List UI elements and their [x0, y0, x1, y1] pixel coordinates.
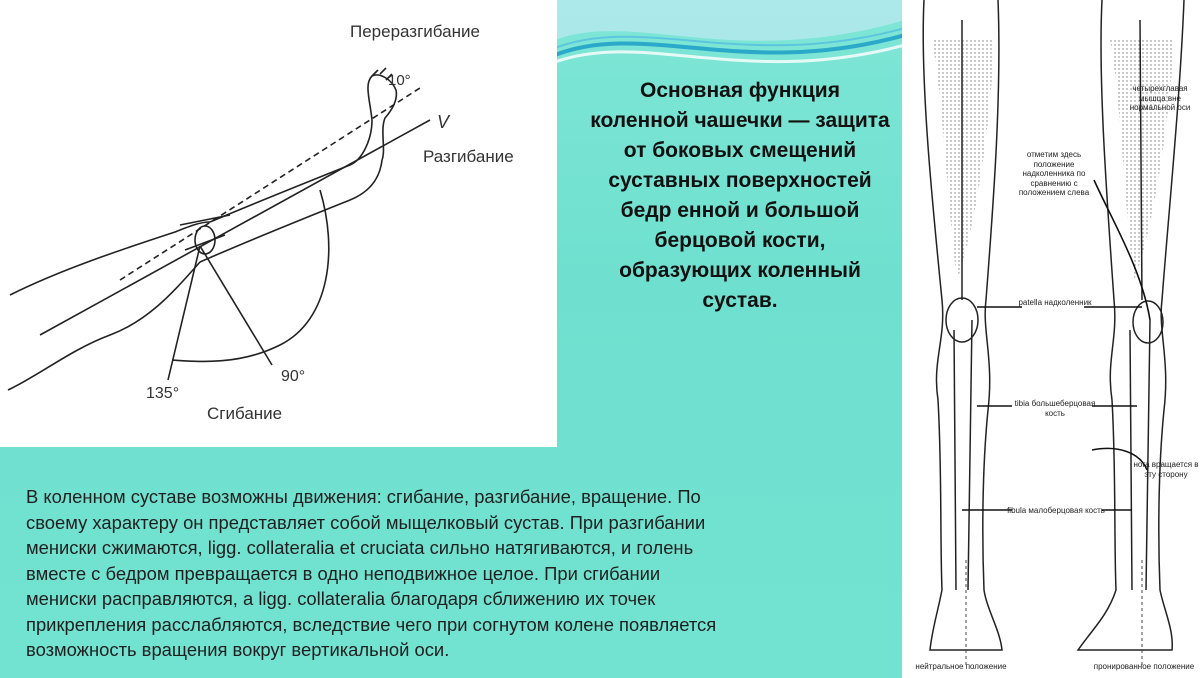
leg-motion-drawing: [0, 0, 557, 447]
headline-text: Основная функция коленной чашечки — защита от боковых смещений суставных поверхностей бедр енной и большой берцовой кости, образующих коленный сустав.: [590, 79, 890, 312]
label-flexion: Сгибание: [207, 404, 283, 423]
body-line: возможность вращения вокруг вертикальной оси.: [26, 639, 450, 660]
annotation-foot-rotation: нога вращается в эту сторону: [1133, 460, 1199, 479]
angle-10-label: 10°: [388, 72, 411, 89]
label-v: V: [437, 112, 450, 132]
left-quad-shading: [932, 40, 994, 280]
angle-135-label: 135°: [146, 385, 180, 402]
label-hyperextension: Переразгибание: [350, 22, 480, 41]
body-line: прикрепления расслабляются, вследствие чего при согнутом колене появляется: [26, 613, 717, 635]
annotation-patella-note: отметим здесь положение надколенника по сравнению с положением слева: [1018, 150, 1090, 197]
annotation-patella: patella надколенник: [1018, 298, 1092, 307]
leg-pronation-figure: [902, 0, 1200, 678]
body-line: вместе с бедром превращается в одно неподвижное целое. При сгибании: [26, 562, 661, 584]
caption-neutral: нейтральное положение: [915, 662, 1007, 671]
annotation-fibula: fibula малоберцовая кость: [1007, 506, 1105, 515]
knee-motion-figure: [0, 0, 557, 447]
caption-pronated: пронированное положение: [1093, 662, 1195, 671]
label-extension: Разгибание: [423, 147, 514, 166]
decorative-wave: [555, 0, 905, 80]
right-quad-shading: [1110, 40, 1174, 280]
body-line: мениски сжимаются, ligg. collateralia et cruciata сильно натягиваются, и голень: [26, 537, 694, 558]
body-line: мениски расправляются, а ligg. collateralia благодаря сближению их точек: [26, 588, 656, 609]
body-line: своему характеру он представляет собой мыщелковый сустав. При разгибании: [26, 511, 706, 533]
body-line: В коленном суставе возможны движения: сгибание, разгибание, вращение. По: [26, 486, 701, 507]
annotation-quad-axis: четырехглавая мышца вне нормальной оси: [1129, 84, 1191, 112]
body-paragraph: [26, 484, 896, 663]
angle-90-label: 90°: [281, 368, 306, 385]
annotation-tibia: tibia большеберцовая кость: [1014, 399, 1096, 418]
